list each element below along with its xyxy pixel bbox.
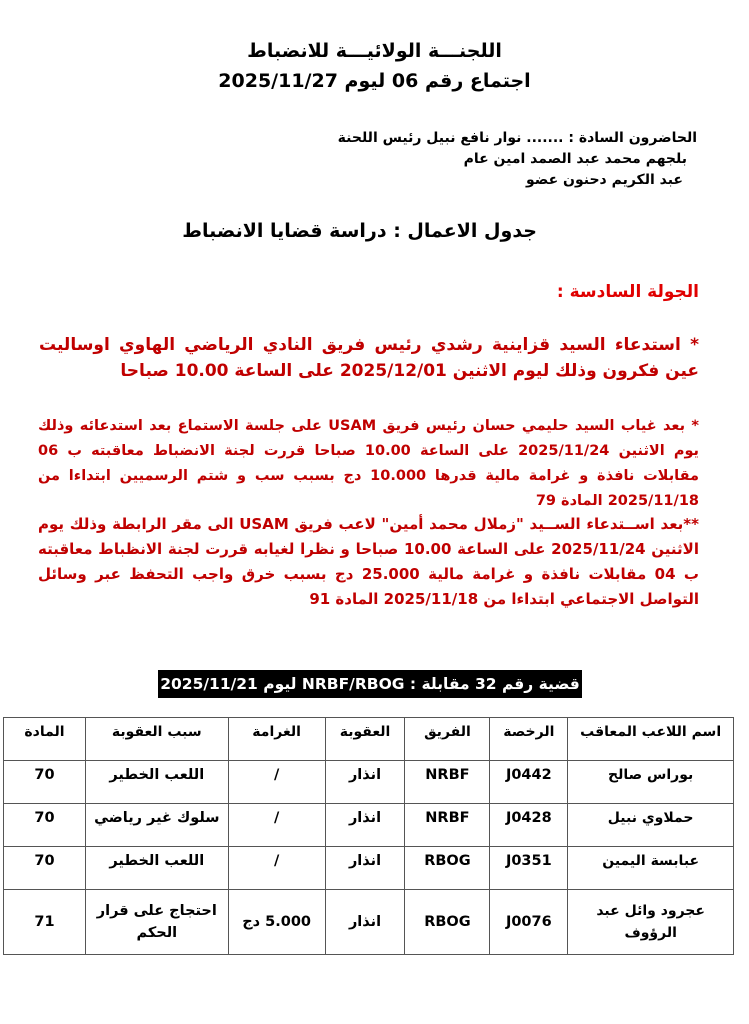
cell-fine: 5.000 دج bbox=[228, 890, 325, 955]
cell-team: RBOG bbox=[405, 847, 490, 890]
cell-team: NRBF bbox=[405, 761, 490, 804]
cell-team: NRBF bbox=[405, 804, 490, 847]
cell-player-name: حملاوي نبيل bbox=[568, 804, 734, 847]
cell-fine: / bbox=[228, 761, 325, 804]
table-row bbox=[4, 847, 734, 890]
cell-sanction: انذار bbox=[325, 847, 405, 890]
cell-player-name: عبابسة اليمين bbox=[568, 847, 734, 890]
cell-license: J0428 bbox=[490, 804, 568, 847]
meeting-title: اجتماع رقم 06 ليوم 2025/11/27 bbox=[218, 70, 531, 92]
table-row bbox=[4, 804, 734, 847]
header-team: الفريق bbox=[405, 718, 490, 761]
cell-sanction: انذار bbox=[325, 761, 405, 804]
summons-paragraph: * استدعاء السيد قزاينية رشدي رئيس فريق النادي الرياضي الهاوي اوساليت عين فكرون وذلك ليوم الاثنين 2025/12/01 على الساعة 10.00 صباحا bbox=[39, 335, 699, 381]
header-license: الرخصة bbox=[490, 718, 568, 761]
header-sanction: العقوبة bbox=[325, 718, 405, 761]
sanctions-table bbox=[3, 717, 734, 955]
cell-article: 70 bbox=[4, 761, 86, 804]
cell-article: 70 bbox=[4, 804, 86, 847]
cell-team: RBOG bbox=[405, 890, 490, 955]
cell-reason: اللعب الخطير bbox=[85, 761, 228, 804]
round-heading: الجولة السادسة : bbox=[556, 282, 699, 302]
table-row bbox=[4, 890, 734, 955]
cell-reason: اللعب الخطير bbox=[85, 847, 228, 890]
header-article: المادة bbox=[4, 718, 86, 761]
document-header bbox=[0, 36, 749, 96]
agenda-heading: جدول الاعمال : دراسة قضايا الانضباط bbox=[182, 220, 537, 242]
header-fine: الغرامة bbox=[228, 718, 325, 761]
committee-title: اللجنـــة الولائيـــة للانضباط bbox=[247, 40, 502, 62]
header-player-name: اسم اللاعب المعاقب bbox=[568, 718, 734, 761]
cell-fine: / bbox=[228, 804, 325, 847]
cell-player-name: بوراس صالح bbox=[568, 761, 734, 804]
cell-fine: / bbox=[228, 847, 325, 890]
attendees-line-1: الحاضرون السادة : ....... نوار نافع نبيل رئيس اللحنة bbox=[337, 130, 697, 146]
cell-reason: احتجاج على قرار الحكم bbox=[85, 890, 228, 955]
cell-license: J0351 bbox=[490, 847, 568, 890]
cell-article: 70 bbox=[4, 847, 86, 890]
attendees-line-3: عبد الكريم دحنون عضو bbox=[526, 172, 683, 188]
cell-reason: سلوك غير رياضي bbox=[85, 804, 228, 847]
attendees-block bbox=[277, 128, 697, 191]
case-banner: قضية رقم 32 مقابلة : NRBF/RBOG ليوم 2025/11/21 bbox=[158, 670, 582, 698]
cell-player-name: عجرود وائل عبد الرؤوف bbox=[568, 890, 734, 955]
cell-sanction: انذار bbox=[325, 890, 405, 955]
cell-license: J0442 bbox=[490, 761, 568, 804]
absence-sanction-paragraph: * بعد غياب السيد حليمي حسان رئيس فريق USAM على جلسة الاستماع بعد استدعائه وذلك يوم الاثنين 2025/11/24 على الساعة 10.00 صباحا قررت لجنة الانضباط معاقبته ب 06 مقابلات نافذة و غرامة مالية قدرها 10.000 دج بسبب سب و شتم الرسميين ابتداءا من 2025/11/18 المادة 79 bbox=[38, 418, 700, 509]
cell-sanction: انذار bbox=[325, 804, 405, 847]
cell-license: J0076 bbox=[490, 890, 568, 955]
table-row bbox=[4, 761, 734, 804]
table-header-row bbox=[4, 718, 734, 761]
header-reason: سبب العقوبة bbox=[85, 718, 228, 761]
cell-article: 71 bbox=[4, 890, 86, 955]
attendees-line-2: بلجهم محمد عبد الصمد امين عام bbox=[463, 151, 687, 167]
player-sanction-paragraph: **بعد اســتدعاء الســيد "زملال محمد أمين" لاعب فريق USAM الى مقر الرابطة وذلك يوم الاثنين 2025/11/24 على الساعة 10.00 صباحا و نظرا لغيابه قررت لجنة الانظباط معاقبته ب 04 مقابلات نافذة و غرامة مالية 25.000 دج بسبب خرق واجب التحفظ عبر وسائل التواصل الاجتماعي ابتداءا من 2025/11/18 المادة 91 bbox=[38, 515, 700, 608]
